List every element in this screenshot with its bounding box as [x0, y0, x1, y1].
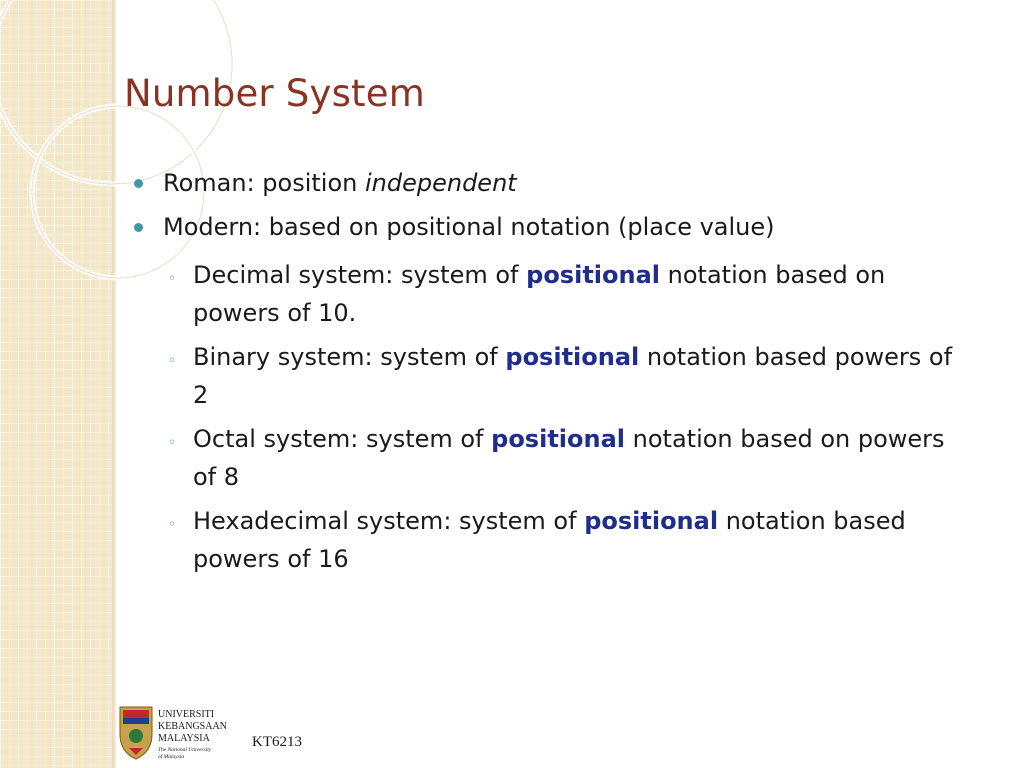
hollow-circle-bullet-icon: ◦ [168, 435, 177, 451]
highlighted-term: positional [505, 343, 640, 371]
bullet-dot-icon [134, 179, 143, 188]
bullet-dot-icon [134, 223, 143, 232]
sub-bullet-text: Binary system: system of [193, 343, 506, 371]
hollow-circle-bullet-icon: ◦ [168, 353, 177, 369]
highlighted-term: positional [491, 425, 626, 453]
logo-line-2: KEBANGSAAN [158, 721, 227, 732]
sub-bullet-text: Decimal system: system of [193, 261, 527, 289]
sub-bullet-text: Hexadecimal system: system of [193, 507, 585, 535]
university-crest-icon [120, 707, 152, 759]
sub-bullet-text: notation based on powers of 8 [193, 425, 945, 491]
logo-tagline-1: The National University [158, 747, 212, 753]
sub-bullet-binary [132, 338, 953, 414]
bullet-roman-text: Roman: position [163, 169, 365, 197]
slide-body [132, 168, 952, 584]
bullet-roman-emphasis: independent [364, 169, 517, 197]
logo-line-3: MALAYSIA [158, 733, 210, 744]
sub-bullet-hexadecimal [132, 502, 953, 578]
sub-bullet-text: notation based on powers of 10. [193, 261, 886, 327]
hollow-circle-bullet-icon: ◦ [168, 517, 177, 533]
ukm-logo [116, 704, 236, 762]
sub-bullet-octal [132, 420, 953, 496]
highlighted-term: positional [584, 507, 719, 535]
bullet-modern-text: Modern: based on positional notation (place value) [163, 213, 775, 241]
sub-bullet-text: Octal system: system of [193, 425, 492, 453]
slide-title: Number System [124, 72, 425, 115]
footer-course-code: KT6213 [252, 734, 302, 750]
logo-line-1: UNIVERSITI [158, 709, 215, 720]
bullet-modern [132, 212, 952, 242]
hollow-circle-bullet-icon: ◦ [168, 271, 177, 287]
logo-tagline-2: of Malaysia [158, 754, 185, 760]
highlighted-term: positional [526, 261, 661, 289]
sub-bullet-text: notation based powers of 16 [193, 507, 906, 573]
bullet-roman [132, 168, 952, 198]
sub-bullet-text: notation based powers of 2 [193, 343, 953, 409]
sub-bullet-decimal [132, 256, 953, 332]
